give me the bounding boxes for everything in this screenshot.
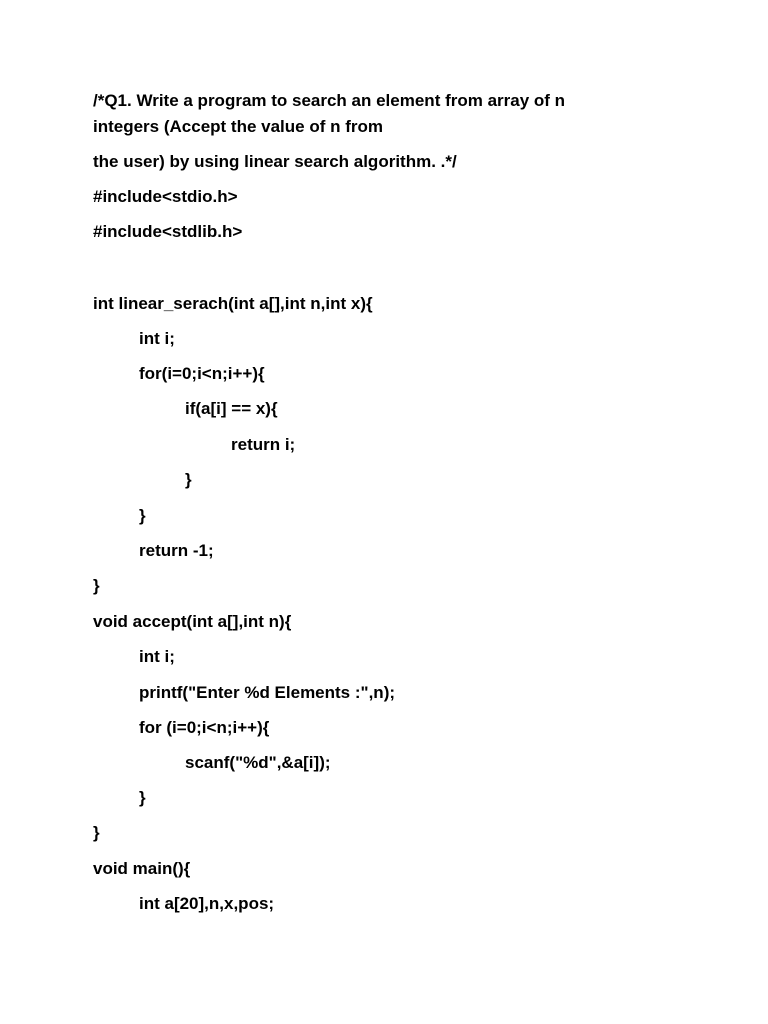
- code-line: return -1;: [139, 541, 214, 560]
- code-line: the user) by using linear search algorithm. .*/: [93, 152, 457, 171]
- code-line: for (i=0;i<n;i++){: [139, 718, 270, 737]
- code-line: int linear_serach(int a[],int n,int x){: [93, 294, 373, 313]
- code-line: return i;: [231, 435, 296, 454]
- code-line: for(i=0;i<n;i++){: [139, 364, 265, 383]
- code-line: if(a[i] == x){: [185, 399, 278, 418]
- code-line: int i;: [139, 647, 175, 666]
- code-line: }: [139, 788, 146, 807]
- code-line: }: [139, 506, 146, 525]
- code-line: scanf("%d",&a[i]);: [185, 753, 331, 772]
- code-line: }: [93, 576, 100, 595]
- code-line: void main(){: [93, 859, 191, 878]
- code-line: #include<stdio.h>: [93, 187, 238, 206]
- code-line: int i;: [139, 329, 175, 348]
- code-line: void accept(int a[],int n){: [93, 612, 292, 631]
- code-line: printf("Enter %d Elements :",n);: [139, 683, 396, 702]
- code-line: #include<stdlib.h>: [93, 222, 243, 241]
- code-line: }: [185, 470, 192, 489]
- code-line: integers (Accept the value of n from: [93, 117, 383, 136]
- code-line: int a[20],n,x,pos;: [139, 894, 275, 913]
- code-line: /*Q1. Write a program to search an element from array of n: [93, 91, 566, 110]
- code-line: }: [93, 823, 100, 842]
